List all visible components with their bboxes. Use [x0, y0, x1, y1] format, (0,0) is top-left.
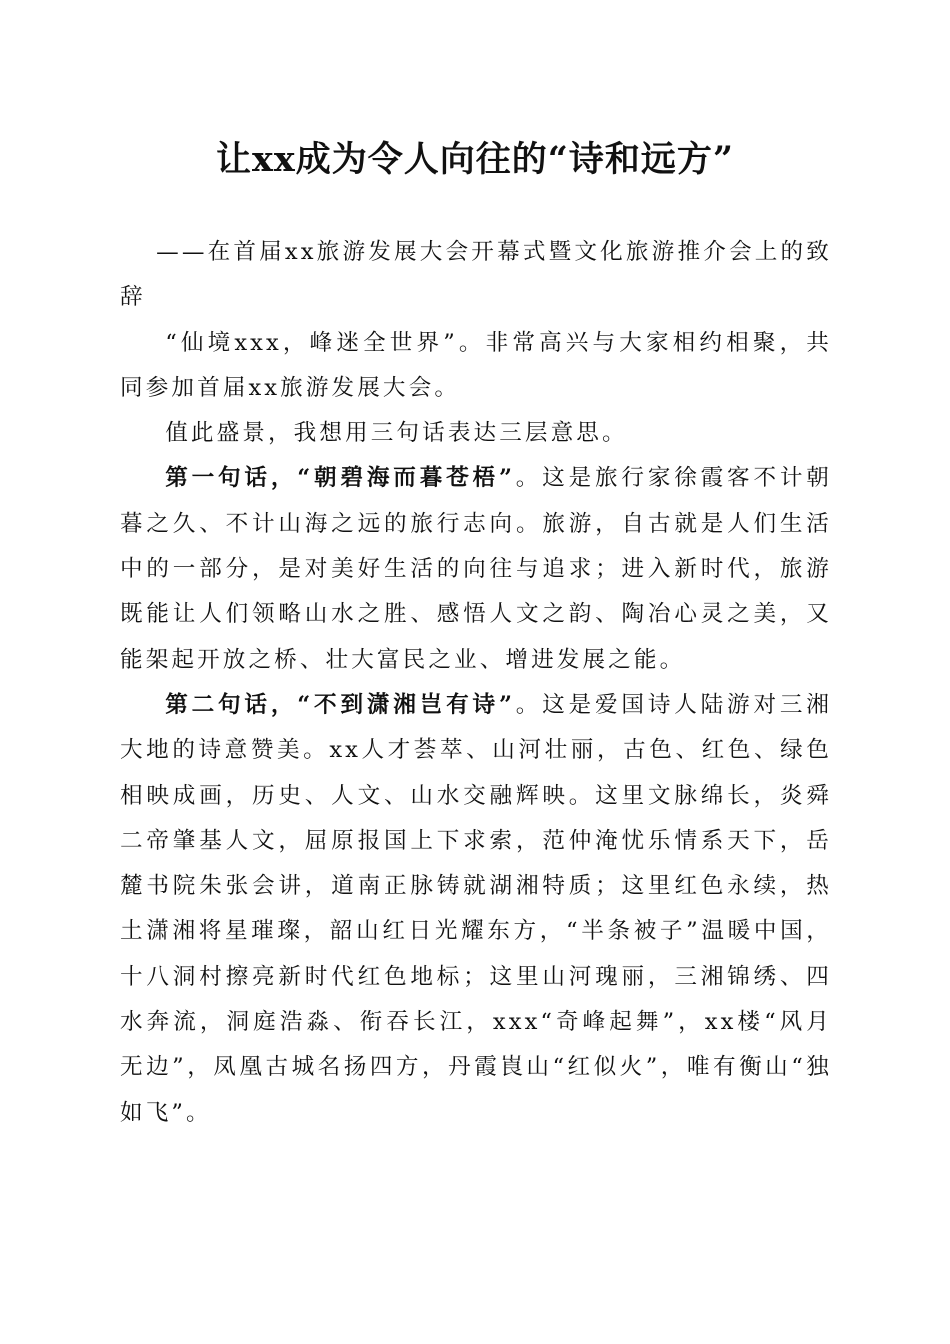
- paragraph-first-sentence: [120, 456, 832, 682]
- paragraph-text: 。这是旅行家徐霞客不计朝暮之久、不计山海之远的旅行志向。旅游，自古就是人们生活中的一部分，是对美好生活的向往与追求；进入新时代，旅游既能让人们领略山水之胜、感悟人文之韵、陶冶心灵之美，又能架起开放之桥、壮大富民之业、增进发展之能。: [120, 465, 832, 673]
- paragraph-intro: [120, 411, 832, 456]
- document-subtitle: ——在首届xx旅游发展大会开幕式暨文化旅游推介会上的致辞: [120, 239, 832, 311]
- paragraph-text: 值此盛景，我想用三句话表达三层意思。: [165, 420, 628, 447]
- document-body: [120, 230, 832, 1136]
- paragraph-opening: [120, 321, 832, 412]
- paragraph-text: “仙境xxx，峰迷全世界”。非常高兴与大家相约相聚，共同参加首届xx旅游发展大会。: [120, 329, 832, 401]
- paragraph-text: 。这是爱国诗人陆游对三湘大地的诗意赞美。xx人才荟萃、山河壮丽，古色、红色、绿色相映成画，历史、人文、山水交融辉映。这里文脉绵长，炎舜二帝肇基人文，屈原报国上下求索，范仲淹忧乐情系天下，岳麓书院朱张会讲，道南正脉铸就湖湘特质；这里红色永续，热土潇湘将星璀璨，韶山红日光耀东方，“半条被子”温暖中国，十八洞村擦亮新时代红色地标；这里山河瑰丽，三湘锦绣、四水奔流，洞庭浩淼、衔吞长江，xxx“奇峰起舞”，xx楼“风月无边”，凤凰古城名扬四方，丹霞崀山“红似火”，唯有衡山“独如飞”。: [120, 691, 832, 1126]
- paragraph-lead: 第二句话，“不到潇湘岂有诗”: [165, 691, 516, 718]
- document-title: 让xx成为令人向往的“诗和远方”: [216, 139, 734, 180]
- paragraph-lead: 第一句话，“朝碧海而暮苍梧”: [165, 465, 516, 492]
- paragraph-second-sentence: [120, 683, 832, 1136]
